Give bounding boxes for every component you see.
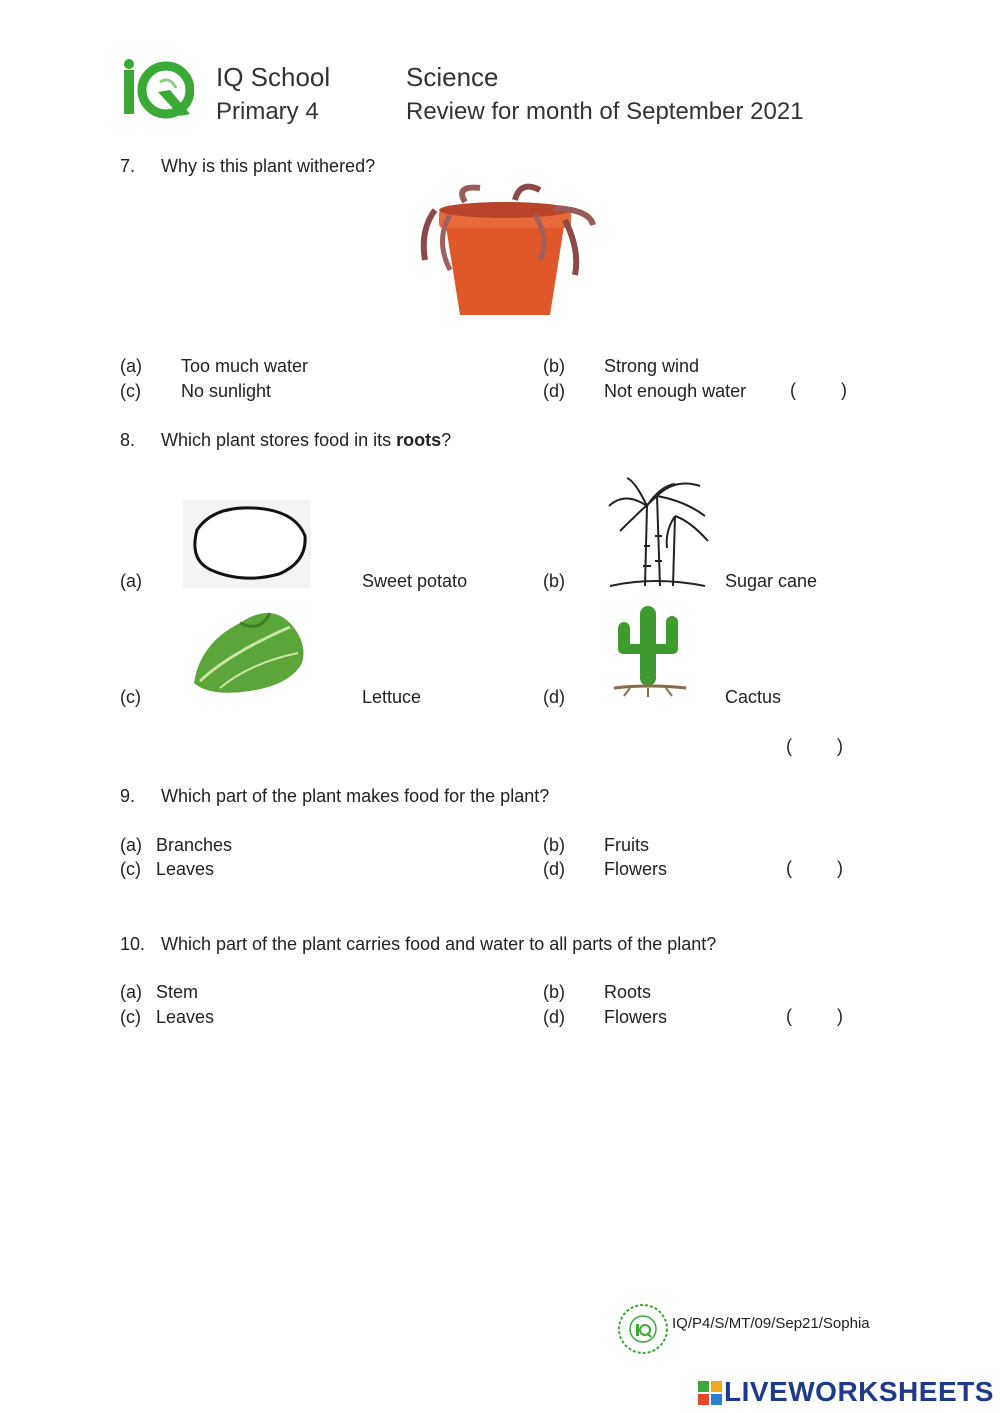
question-8-number: 8. xyxy=(120,430,136,450)
option-text: Leaves xyxy=(156,1007,215,1027)
liveworksheets-brand[interactable]: LIVEWORKSHEETS xyxy=(724,1376,994,1407)
option-label: (a) xyxy=(120,982,142,1002)
option-text: Roots xyxy=(604,982,652,1002)
option-text: Leaves xyxy=(156,859,215,879)
question-7-number: 7. xyxy=(120,156,136,176)
option-text: Branches xyxy=(156,835,233,855)
option-text: Sugar cane xyxy=(725,571,818,591)
option-label: (b) xyxy=(543,356,565,376)
option-label: (b) xyxy=(543,982,565,1002)
option-label: (c) xyxy=(120,381,141,401)
question-9-number: 9. xyxy=(120,786,136,806)
option-text: Cactus xyxy=(725,687,782,707)
option-text: Not enough water xyxy=(604,381,747,401)
question-8-text-start: Which plant stores food in its xyxy=(161,430,397,450)
answer-bracket-open: ( xyxy=(786,858,792,878)
option-text: Too much water xyxy=(181,356,309,376)
lettuce-image xyxy=(190,603,308,697)
option-label: (b) xyxy=(543,835,565,855)
answer-bracket-open: ( xyxy=(790,380,796,400)
option-text: Lettuce xyxy=(362,687,422,707)
answer-bracket-open: ( xyxy=(786,1006,792,1026)
option-text: Strong wind xyxy=(604,356,700,376)
question-9-text: Which part of the plant makes food for the plant? xyxy=(161,786,550,806)
liveworksheets-logo-icon xyxy=(698,1381,722,1405)
question-8-keyword: roots xyxy=(396,430,442,450)
school-logo xyxy=(120,56,194,120)
option-label: (a) xyxy=(120,356,142,376)
option-text: Sweet potato xyxy=(362,571,468,591)
question-10-number: 10. xyxy=(120,934,146,954)
option-text: Fruits xyxy=(604,835,649,855)
answer-bracket-close: ) xyxy=(837,1006,843,1026)
option-label: (d) xyxy=(543,687,565,707)
option-label: (c) xyxy=(120,859,141,879)
option-label: (c) xyxy=(120,1007,141,1027)
option-label: (d) xyxy=(543,381,565,401)
option-label: (d) xyxy=(543,1007,565,1027)
option-text: Flowers xyxy=(604,859,668,879)
withered-plant-image xyxy=(405,180,605,330)
review-title: Review for month of September 2021 xyxy=(406,98,804,125)
grade-level: Primary 4 xyxy=(216,98,319,125)
answer-bracket-close: ) xyxy=(837,858,843,878)
question-8-text-end: ? xyxy=(441,430,452,450)
option-label: (b) xyxy=(543,571,565,591)
answer-bracket-open: ( xyxy=(786,736,792,756)
answer-bracket-close: ) xyxy=(841,380,847,400)
sugar-cane-image xyxy=(605,476,710,588)
school-name: IQ School xyxy=(216,62,331,92)
cactus-image xyxy=(610,600,690,698)
question-7-text: Why is this plant withered? xyxy=(161,156,376,176)
option-text: Flowers xyxy=(604,1007,668,1027)
subject-title: Science xyxy=(406,62,499,92)
question-8-text xyxy=(161,429,451,451)
sweet-potato-image xyxy=(183,500,311,588)
document-code: IQ/P4/S/MT/09/Sep21/Sophia xyxy=(672,1315,870,1332)
option-label: (d) xyxy=(543,859,565,879)
option-label: (a) xyxy=(120,835,142,855)
answer-bracket-close: ) xyxy=(837,736,843,756)
option-text: No sunlight xyxy=(181,381,272,401)
approval-stamp-icon xyxy=(616,1302,670,1356)
option-text: Stem xyxy=(156,982,199,1002)
question-10-text: Which part of the plant carries food and water to all parts of the plant? xyxy=(161,934,717,954)
option-label: (c) xyxy=(120,687,141,707)
option-label: (a) xyxy=(120,571,142,591)
